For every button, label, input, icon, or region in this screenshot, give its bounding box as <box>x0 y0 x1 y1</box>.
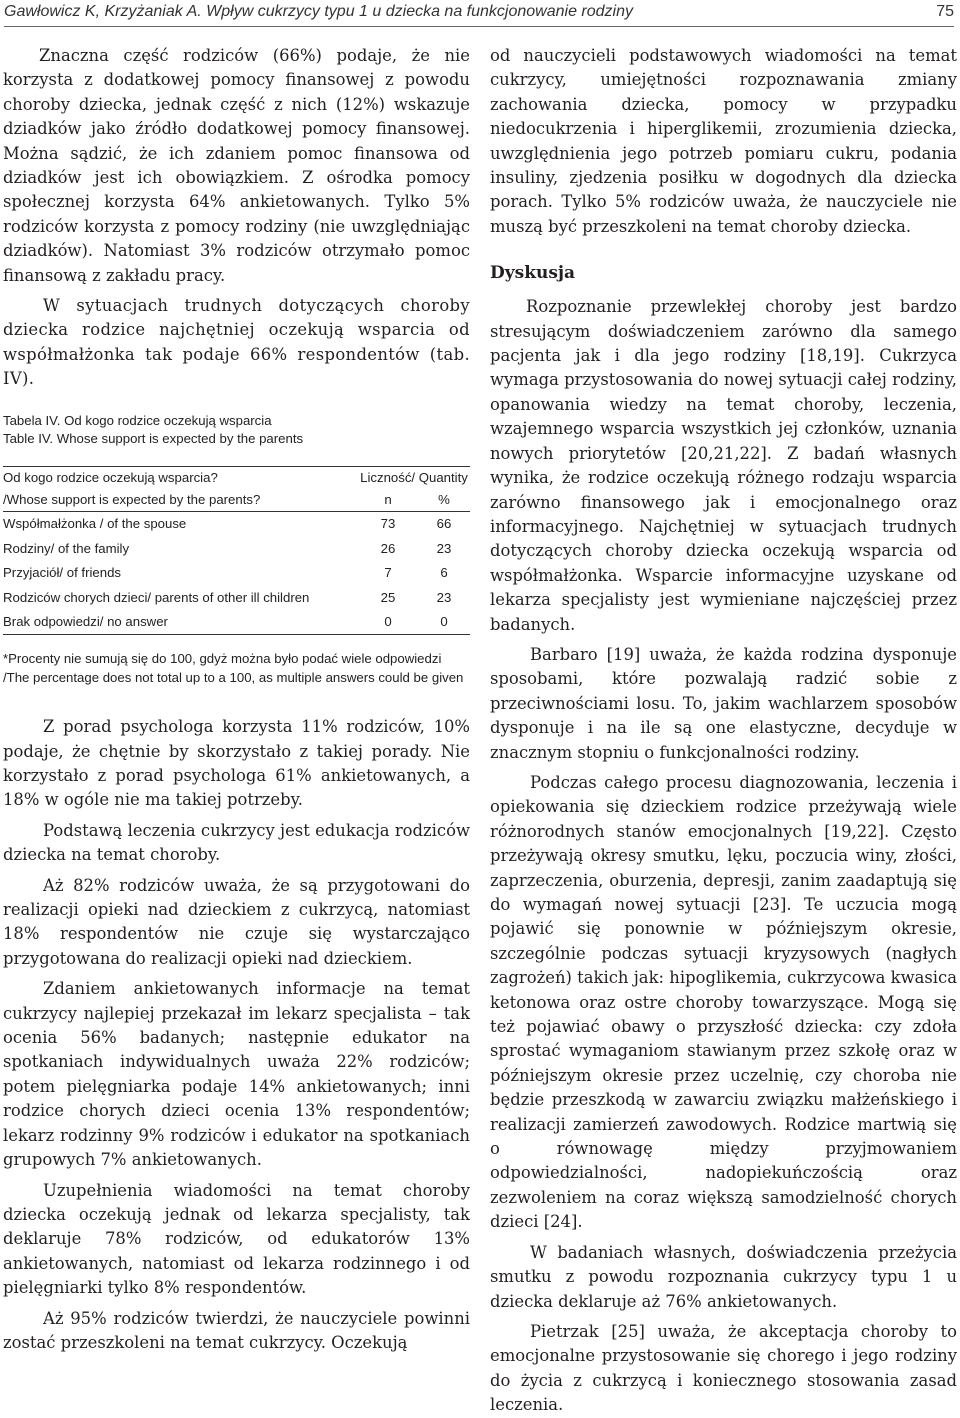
column-header-percent: % <box>418 489 470 512</box>
cell-n: 25 <box>380 589 396 605</box>
cell-n: 73 <box>380 516 396 532</box>
table-caption-pl: Tabela IV. Od kogo rodzice oczekują wsparcia <box>3 412 272 428</box>
paragraph: Aż 82% rodziców uważa, że są przygotowani do realizacji opieki nad dzieckiem z cukrzycą, natomiast 18% respondentów nie czuje się wystarczająco przygotowana do realizacji opieki nad dzieckiem. <box>3 875 470 968</box>
table-row <box>3 561 470 586</box>
table-iv <box>3 412 470 688</box>
paragraph: Podczas całego procesu diagnozowania, leczenia i opiekowania się dzieckiem rodzice przeżywają wiele różnorodnych stanów emocjonalnych [19,22]. Często przeżywają okresy smutku, lęku, poczucia winy, złości, zaprzeczenia, oburzenia, depresji, zanim zaadaptują się do wymagań nowej sytuacji [23]. Te uczucia mogą pojawić się ponownie w późniejszym okresie, szczególnie podczas sytuacji kryzysowych (nagłych zagrożeń) takich jak: hipoglikemia, cukrzycowa kwasica ketonowa oraz ostre choroby towarzyszące. Mogą się też pojawiać obawy o przyszłość dziecka: czy zdoła sprostać wymaganiom stawianym przez szkołę oraz w późniejszym okresie przez uczelnię, czy choroba nie będzie przeszkodą w zawarciu związku małżeńskiego i realizacji zamierzeń zawodowych. Rodzice martwią się o równowagę między przyjmowaniem odpowiedzialności, nadopiekuńczością oraz zezwoleniem na coraz większą samodzielność chorych dzieci [24]. <box>490 772 957 1232</box>
paragraph: Z porad psychologa korzysta 11% rodziców, 10% podaje, że chętnie by skorzystało z takiej porady. Nie korzystało z porad psychologa 61% ankietowanych, a 18% w ogóle nie ma takiej potrzeby. <box>3 717 470 810</box>
right-column <box>490 44 957 1418</box>
paragraph: Zdaniem ankietowanych informacje na temat cukrzycy najlepiej przekazał im lekarz specjalista – tak ocenia 56% badanych; następnie edukator na spotkaniach indywidualnych uważa 22% rodziców; potem pielęgniarka podaje 14% ankietowanych; inni rodzice chorych dzieci ocenia 13% respondentów; lekarz rodzinny 9% rodziców i edukator na spotkaniach grupowych 7% ankietowanych. <box>3 979 470 1170</box>
table-header-row <box>3 489 470 512</box>
paragraph: W sytuacjach trudnych dotyczących choroby dziecka rodzice najchętniej oczekują wsparcia od współmałżonka tak podaje 66% respondentów (tab. IV). <box>3 296 470 389</box>
page-number: 75 <box>936 3 954 20</box>
cell-percent: 23 <box>436 589 452 605</box>
row-label: Przyjaciół/ of friends <box>3 565 121 581</box>
paragraph: Aż 95% rodziców twierdzi, że nauczyciele powinni zostać przeszkoleni na temat cukrzycy. Oczekują <box>3 1308 470 1352</box>
row-label: Brak odpowiedzi/ no answer <box>3 614 168 630</box>
paragraph: Barbaro [19] uważa, że każda rodzina dysponuje sposobami, które pozwalają radzić sobie z przeciwnościami losu. To, jakim wachlarzem sposobów dysponuje i na ile są one elastyczne, decyduje w znacznym stopniu o funkcjonalności rodziny. <box>490 644 957 762</box>
table-row <box>3 511 470 536</box>
table-footnote-pl: *Procenty nie sumują się do 100, gdyż można było podać wiele odpowiedzi <box>3 651 442 667</box>
paragraph: Podstawą leczenia cukrzycy jest edukacja rodziców dziecka na temat choroby. <box>3 820 470 865</box>
table-caption-en: Table IV. Whose support is expected by the parents <box>3 430 304 446</box>
paragraph: od nauczycieli podstawowych wiadomości na temat cukrzycy, umiejętności rozpoznawania zmiany zachowania dziecka, pomocy w przypadku niedocukrzenia i hiperglikemii, zrozumienia dziecka, uwzględnienia jego potrzeb pomiaru cukru, podania insuliny, zjedzenia posiłku w dogodnych dla dziecka porach. Tylko 5% rodziców uważa, że nauczyciele nie muszą być przeszkoleni na temat choroby dziecka. <box>490 46 957 236</box>
paragraph: W badaniach własnych, doświadczenia przeżycia smutku z powodu rozpoznania cukrzycy typu 1 u dziecka deklaruje aż 76% ankietowanych. <box>490 1242 957 1311</box>
table-footnote-en: /The percentage does not total up to a 100, as multiple answers could be given <box>3 670 464 686</box>
table-header-row <box>3 466 470 489</box>
left-column <box>3 44 470 1355</box>
row-label: Współmałżonka / of the spouse <box>3 516 187 532</box>
section-heading: Dyskusja <box>490 263 576 284</box>
paragraph: Znaczna część rodziców (66%) podaje, że nie korzysta z dodatkowej pomocy finansowej z powodu choroby dziecka, jednak część z nich (12%) wskazuje dziadków jako źródło dodatkowej pomocy finansowej. Można sądzić, że ich zdaniem pomoc finansowa od dziadków jest ich obowiązkiem. Z ośrodka pomocy społecznej korzysta 64% ankietowanych. Tylko 5% rodziców korzysta z pomocy rodziny (nie uwzględniając dziadków). Natomiast 3% rodziców otrzymało pomoc finansową z zakładu pracy. <box>3 46 470 285</box>
cell-n: 0 <box>384 614 392 630</box>
running-head <box>4 0 954 27</box>
column-header-question: Od kogo rodzice oczekują wsparcia? <box>3 470 218 486</box>
table-row <box>3 536 470 561</box>
running-head-title: Gawłowicz K, Krzyżaniak A. Wpływ cukrzycy typu 1 u dziecka na funkcjonowanie rodziny <box>4 3 633 20</box>
paragraph: Uzupełnienia wiadomości na temat choroby dziecka oczekują jednak od lekarza specjalisty, tak deklaruje 78% rodziców, od edukatorów 13% ankietowanych, natomiast od lekarza rodzinnego i od pielęgniarki tylko 8% respondentów. <box>3 1180 470 1298</box>
row-label: Rodziców chorych dzieci/ parents of other ill children <box>3 589 310 605</box>
column-header-question-en: /Whose support is expected by the parents? <box>3 489 358 512</box>
cell-percent: 0 <box>440 614 448 630</box>
paragraph: Rozpoznanie przewlekłej choroby jest bardzo stresującym doświadczeniem zarówno dla samego pacjenta jak i dla jego rodziny [18,19]. Cukrzyca wymaga przystosowania do nowej sytuacji całej rodziny, opanowania wiedzy na temat choroby, leczenia, wzajemnego wsparcia wszystkich jej członków, uznania nowych priorytetów [20,21,22]. Z badań własnych wynika, że rodzice oczekują różnego rodzaju wsparcia zarówno finansowego jak i emocjonalnego oraz informacyjnego. Najchętniej w sytuacjach trudnych dotyczących choroby dziecka oczekują wsparcia od współmałżonka. Wsparcie informacyjne uzyskane od lekarza specjalisty jest wymieniane najczęściej przez badanych. <box>490 297 957 634</box>
row-label: Rodziny/ of the family <box>3 540 130 556</box>
paragraph: Pietrzak [25] uważa, że akceptacja choroby to emocjonalne przystosowanie się chorego i jego rodziny do życia z cukrzycą i koniecznego stosowania zasad leczenia. <box>490 1321 957 1415</box>
column-header-n: n <box>358 489 418 512</box>
table-row <box>3 610 470 635</box>
column-header-quantity: Liczność/ Quantity <box>360 470 468 486</box>
cell-percent: 6 <box>440 565 448 581</box>
cell-n: 7 <box>384 565 392 581</box>
cell-n: 26 <box>380 540 396 556</box>
table-row <box>3 585 470 610</box>
cell-percent: 23 <box>436 540 452 556</box>
support-table <box>3 466 470 636</box>
cell-percent: 66 <box>436 516 452 532</box>
